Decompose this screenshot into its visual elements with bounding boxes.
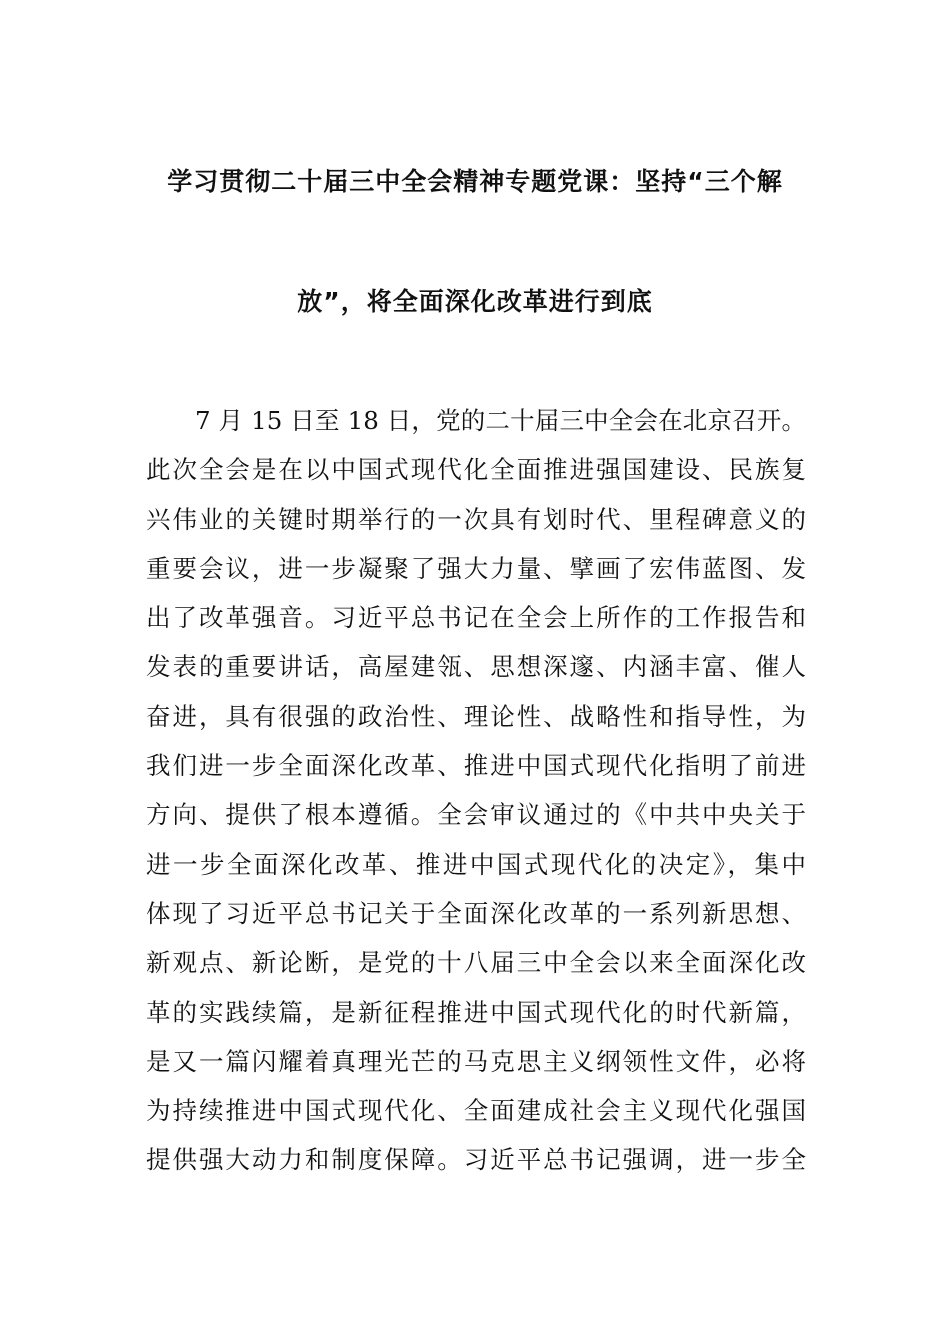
body-line: 新观点、新论断，是党的十八届三中全会以来全面深化改 (146, 948, 806, 978)
body-line: 我们进一步全面深化改革、推进中国式现代化指明了前进 (146, 751, 806, 781)
body-line: 出了改革强音。习近平总书记在全会上所作的工作报告和 (146, 603, 806, 633)
body-line: 奋进，具有很强的政治性、理论性、战略性和指导性，为 (146, 701, 806, 731)
body-line: 提供强大动力和制度保障。习近平总书记强调，进一步全 (146, 1145, 806, 1175)
document-body (146, 396, 806, 1185)
body-line: 革的实践续篇，是新征程推进中国式现代化的时代新篇， (146, 997, 806, 1027)
document-title-line-2: 放”，将全面深化改革进行到底 (297, 287, 653, 316)
body-line: 7 月 15 日至 18 日，党的二十届三中全会在北京召开。 (195, 406, 806, 435)
body-line: 兴伟业的关键时期举行的一次具有划时代、里程碑意义的 (146, 504, 806, 534)
body-line: 进一步全面深化改革、推进中国式现代化的决定》，集中 (146, 849, 806, 879)
body-line: 体现了习近平总书记关于全面深化改革的一系列新思想、 (146, 898, 806, 928)
body-line: 方向、提供了根本遵循。全会审议通过的《中共中央关于 (146, 800, 806, 830)
body-line: 是又一篇闪耀着真理光芒的马克思主义纲领性文件，必将 (146, 1046, 806, 1076)
body-line: 发表的重要讲话，高屋建瓴、思想深邃、内涵丰富、催人 (146, 652, 806, 682)
body-line: 此次全会是在以中国式现代化全面推进强国建设、民族复 (146, 455, 806, 485)
body-line: 重要会议，进一步凝聚了强大力量、擘画了宏伟蓝图、发 (146, 553, 806, 583)
body-line: 为持续推进中国式现代化、全面建成社会主义现代化强国 (146, 1096, 806, 1126)
document-title-line-1: 学习贯彻二十届三中全会精神专题党课：坚持“三个解 (167, 167, 783, 196)
